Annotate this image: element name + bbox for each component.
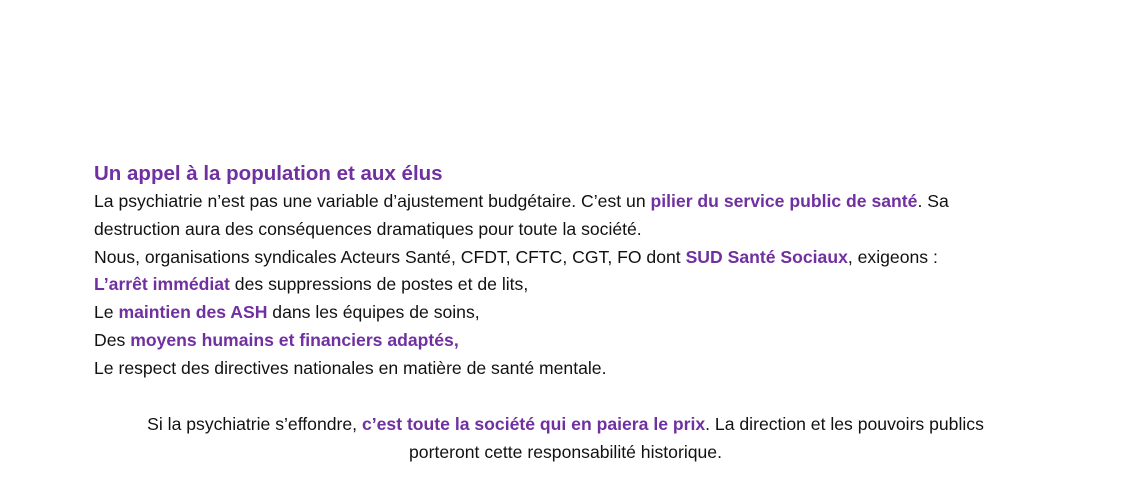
highlight-text: moyens humains et financiers adaptés, xyxy=(130,329,459,350)
text-run: des suppressions de postes et de lits, xyxy=(229,274,529,295)
highlight-text: SUD Santé Sociaux xyxy=(685,246,848,267)
highlight-text: c’est toute la société qui en paiera le prix xyxy=(361,414,706,434)
demand-item-1 xyxy=(94,271,1094,299)
paragraph-line-1 xyxy=(94,188,1094,216)
text-run: La psychiatrie n’est pas une variable d’ajustement budgétaire. C’est un xyxy=(94,191,651,211)
highlight-text: maintien des ASH xyxy=(118,302,268,323)
document-body xyxy=(94,160,1094,383)
text-run: Des xyxy=(94,329,131,350)
closing-line-1 xyxy=(0,411,1131,439)
text-run: , exigeons : xyxy=(847,246,938,267)
demand-item-3 xyxy=(94,327,1094,355)
text-run: Le xyxy=(94,302,119,323)
text-run: Nous, organisations syndicales Acteurs Santé, CFDT, CFTC, CGT, FO dont xyxy=(94,246,686,267)
paragraph-line-3 xyxy=(94,244,1094,272)
text-run: . Sa xyxy=(917,191,949,211)
section-title: Un appel à la population et aux élus xyxy=(94,162,443,185)
demand-item-2 xyxy=(94,299,1094,327)
closing-line-2: porteront cette responsabilité historique. xyxy=(409,441,722,462)
text-run: Si la psychiatrie s’effondre, xyxy=(147,414,362,434)
closing-statement xyxy=(0,411,1131,467)
paragraph-line-2: destruction aura des conséquences dramatiques pour toute la société. xyxy=(94,218,642,239)
text-run: dans les équipes de soins, xyxy=(267,302,480,323)
highlight-text: pilier du service public de santé xyxy=(650,191,918,211)
text-run: . La direction et les pouvoirs publics xyxy=(705,414,984,434)
demand-item-4: Le respect des directives nationales en matière de santé mentale. xyxy=(94,357,607,378)
highlight-text: L’arrêt immédiat xyxy=(94,274,230,295)
